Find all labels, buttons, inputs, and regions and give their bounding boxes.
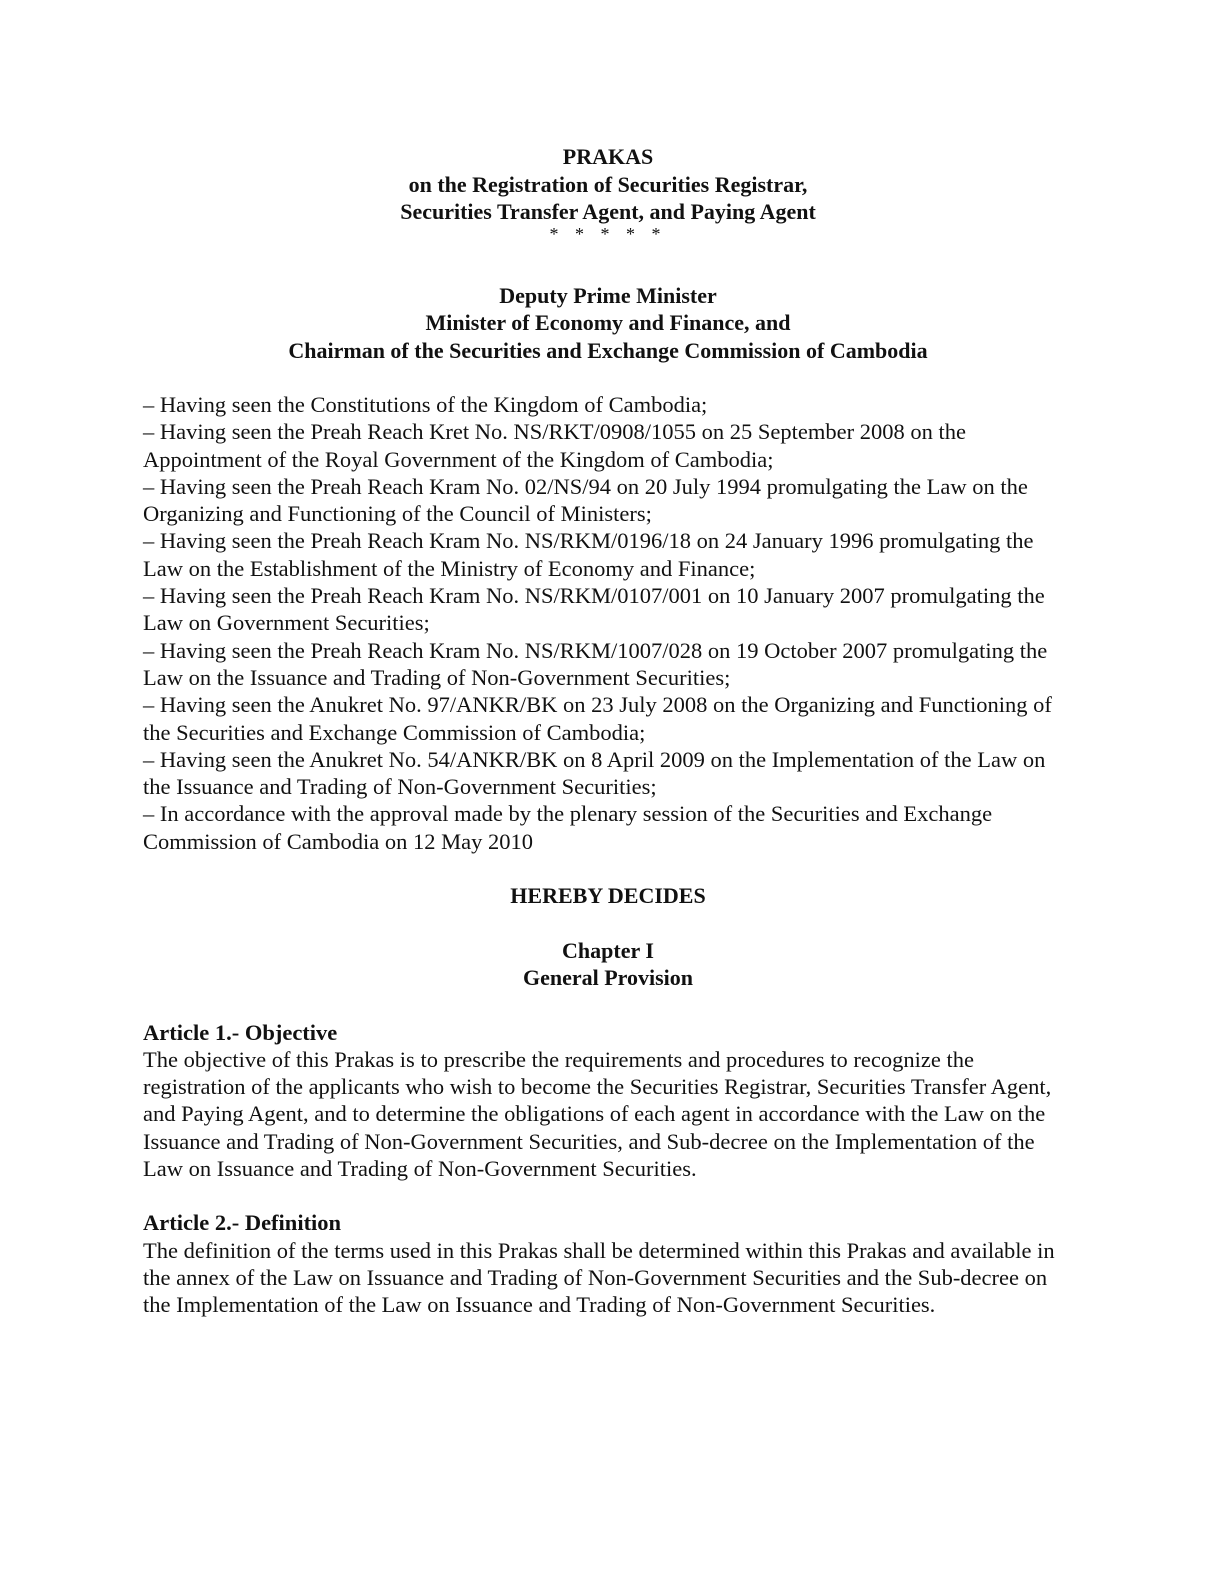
- authority-line-3: Chairman of the Securities and Exchange Commission of Cambodia: [288, 337, 928, 363]
- chapter-heading: [143, 937, 1073, 992]
- recital-item: – Having seen the Preah Reach Kram No. NS/RKM/1007/028 on 19 October 2007 promulgating the Law on the Issuance and Trading of Non-Government Securities;: [143, 637, 1048, 690]
- document-page: [143, 143, 1073, 1319]
- recital-item: – In accordance with the approval made by the plenary session of the Securities and Exchange Commission of Cambodia on 12 May 2010: [143, 801, 993, 854]
- title-line-3: Securities Transfer Agent, and Paying Agent: [400, 199, 816, 224]
- document-title: [143, 143, 1073, 244]
- chapter-number: Chapter I: [562, 937, 654, 963]
- title-separator: * * * * *: [549, 223, 667, 244]
- article-heading: Article 1.- Objective: [143, 1019, 338, 1045]
- article-1: [143, 1019, 1073, 1183]
- title-line-2: on the Registration of Securities Registrar,: [408, 171, 808, 197]
- recital-item: – Having seen the Preah Reach Kram No. NS/RKM/0196/18 on 24 January 1996 promulgating the Law on the Establishment of the Ministry of Economy and Finance;: [143, 528, 1034, 581]
- title-line-1: PRAKAS: [562, 144, 654, 169]
- decides-heading: HEREBY DECIDES: [510, 883, 706, 909]
- recital-item: – Having seen the Preah Reach Kret No. NS/RKT/0908/1055 on 25 September 2008 on the Appointment of the Royal Government of the Kingdom of Cambodia;: [143, 419, 966, 472]
- recital-item: – Having seen the Preah Reach Kram No. 02/NS/94 on 20 July 1994 promulgating the Law on the Organizing and Functioning of the Council of Ministers;: [143, 473, 1028, 527]
- article-2: [143, 1209, 1073, 1318]
- article-body: The definition of the terms used in this Prakas shall be determined within this Prakas and available in the annex of the Law on Issuance and Trading of Non-Government Securities and the Sub-decree on the Implementation of the Law on Issuance and Trading of Non-Government Securities.: [143, 1237, 1055, 1318]
- recital-item: – Having seen the Preah Reach Kram No. NS/RKM/0107/001 on 10 January 2007 promulgating the Law on Government Securities;: [143, 583, 1045, 636]
- recital-item: – Having seen the Anukret No. 97/ANKR/BK on 23 July 2008 on the Organizing and Functioning of the Securities and Exchange Commission of Cambodia;: [143, 692, 1052, 745]
- article-heading: Article 2.- Definition: [143, 1210, 342, 1236]
- authority-line-2: Minister of Economy and Finance, and: [425, 310, 791, 335]
- recitals-list: [143, 391, 1073, 855]
- recital-item: – Having seen the Anukret No. 54/ANKR/BK on 8 April 2009 on the Implementation of the Law on the Issuance and Trading of Non-Government Securities;: [143, 746, 1046, 800]
- authority-line-1: Deputy Prime Minister: [499, 282, 717, 308]
- article-body: The objective of this Prakas is to prescribe the requirements and procedures to recognize the registration of the applicants who wish to become the Securities Registrar, Securities Transfer Agent, and Paying Agent, and to determine the obligations of each agent in accordance with the Law on the Issuance and Trading of Non-Government Securities, and Sub-decree on the Implementation of the Law on Issuance and Trading of Non-Government Securities.: [143, 1046, 1052, 1182]
- authority-block: [143, 282, 1073, 365]
- recital-item: – Having seen the Constitutions of the Kingdom of Cambodia;: [143, 392, 708, 417]
- chapter-title: General Provision: [522, 965, 694, 991]
